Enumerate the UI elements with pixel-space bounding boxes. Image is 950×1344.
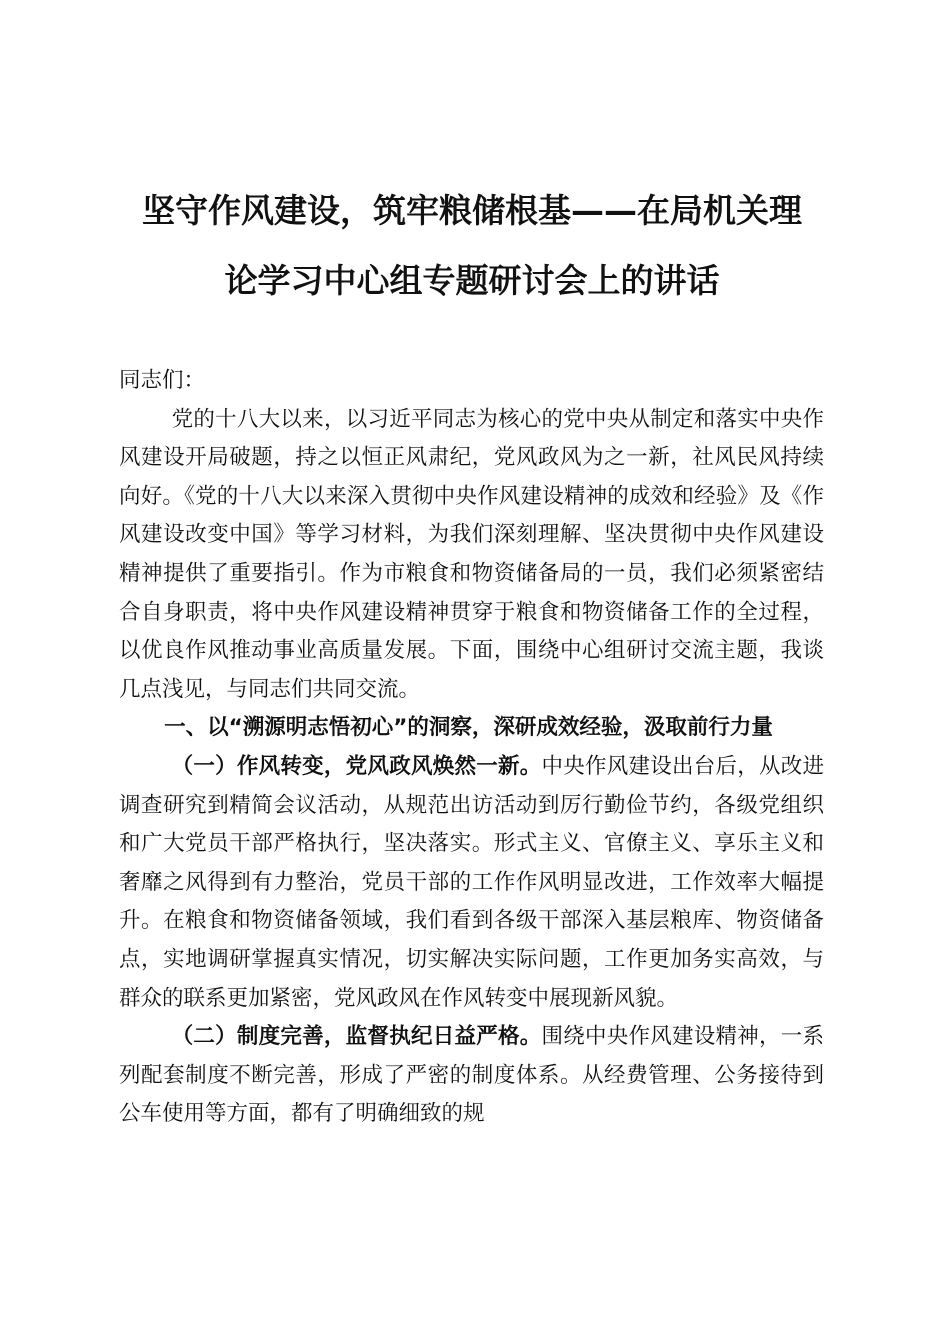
subsection-paragraph-2: [119, 1018, 824, 1134]
subsection-lead-2: （二）制度完善，监督执纪日益严格。: [171, 1024, 542, 1050]
salutation: 同志们：: [119, 368, 206, 393]
subsection-lead-1: （一）作风转变，党风政风焕然一新。: [171, 753, 542, 779]
title-line-1: 坚守作风建设，筑牢粮储根基——在局机关理: [142, 191, 802, 230]
subsection-text-2: 围绕中央作风建设精神，一系列配套制度不断完善，形成了严密的制度体系。从经费管理、公务接待到公车使用等方面，都有了明确细致的规: [119, 1024, 824, 1127]
title-line-2: 论学习中心组专题研讨会上的讲话: [224, 261, 720, 300]
intro-paragraph: 党的十八大以来，以习近平同志为核心的党中央从制定和落实中央作风建设开局破题，持之以恒正风肃纪，党风政风为之一新，社风民风持续向好。《党的十八大以来深入贯彻中央作风建设精神的成效和经验》及《作风建设改变中国》等学习材料，为我们深刻理解、坚决贯彻中央作风建设精神提供了重要指引。作为市粮食和物资储备局的一员，我们必须紧密结合自身职责，将中央作风建设精神贯穿于粮食和物资储备工作的全过程，以优良作风推动事业高质量发展。下面，围绕中心组研讨交流主题，我谈几点浅见，与同志们共同交流。: [119, 406, 824, 702]
section-heading-1: 一、以“溯源明志悟初心”的洞察，深研成效经验，汲取前行力量: [164, 715, 773, 741]
document-body: [119, 362, 824, 1134]
subsection-paragraph-1: [119, 748, 824, 1018]
document-title: [112, 176, 832, 316]
subsection-text-1: 中央作风建设出台后，从改进调查研究到精简会议活动，从规范出访活动到厉行勤俭节约，各级党组织和广大党员干部严格执行，坚决落实。形式主义、官僚主义、享乐主义和奢靡之风得到有力整治，党员干部的工作作风明显改进，工作效率大幅提升。在粮食和物资储备领域，我们看到各级干部深入基层粮库、物资储备点，实地调研掌握真实情况，切实解决实际问题，工作更加务实高效，与群众的联系更加紧密，党风政风在作风转变中展现新风貌。: [119, 753, 824, 1011]
